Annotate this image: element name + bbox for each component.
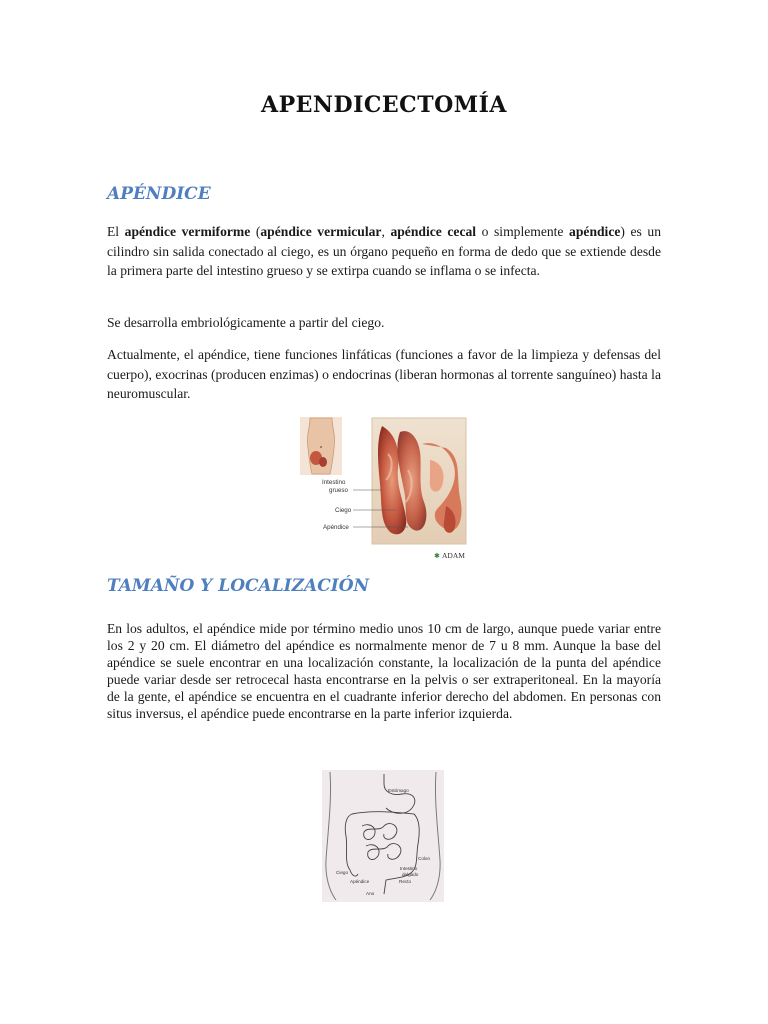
text-run: , <box>381 224 391 239</box>
label-apendice: Apéndice <box>323 524 349 531</box>
label-estomago: Estómago <box>388 788 409 793</box>
label-ciego: Ciego <box>335 507 352 514</box>
text-run: ) es un cilindro sin salida conectado al ciego, es un órgano pequeño en forma de dedo que se extiende desde la primera parte del intestino grueso y se extirpa cuando se inflama o se infecta. <box>107 224 661 278</box>
section-heading-apendice: APÉNDICE <box>107 184 211 204</box>
document-title: APENDICECTOMÍA <box>261 92 507 118</box>
bold-term: apéndice <box>569 224 621 239</box>
paragraph-size-location: En los adultos, el apéndice mide por término medio unos 10 cm de largo, aunque puede variar entre los 2 y 20 cm. El diámetro del apéndice es normalmente menor de 7 u 8 mm. Aunque la base del apéndice se suele encontrar en una localización constante, la localización de la punta del apéndice puede variar desde ser retrocecal hasta encontrarse en la pelvis o ser extraperitoneal. En la mayoría de la gente, el apéndice se encuentra en el cuadrante inferior derecho del abdomen. En personas con situs inversus, el apéndice puede encontrarse en la parte inferior izquierda. <box>107 621 661 721</box>
adam-logo <box>434 551 465 560</box>
paragraph-definition <box>107 222 661 281</box>
bold-term: apéndice vermiforme <box>124 224 251 239</box>
label-ciego-2: Ciego <box>336 870 349 875</box>
label-grueso: grueso <box>329 487 348 494</box>
label-intestino-delgado-1: Intestino <box>400 866 418 871</box>
section-heading-tamano: TAMAÑO Y LOCALIZACIÓN <box>107 576 370 596</box>
adam-brand: ADAM <box>442 551 465 560</box>
label-intestino-delgado-2: delgado <box>402 872 419 877</box>
paragraph-functions: Actualmente, el apéndice, tiene funciones linfáticas (funciones a favor de la limpieza y defensas del cuerpo), exocrinas (producen enzimas) o endocrinas (liberan hormonas al torrente sanguíneo) hasta la neuromuscular. <box>107 347 661 401</box>
label-intestino: Intestino <box>322 479 346 486</box>
label-recto: Recto <box>399 879 412 884</box>
appendix-anatomy-figure <box>296 414 474 564</box>
text-run: El <box>107 224 125 239</box>
torso-thumbnail <box>300 417 342 475</box>
label-apendice-2: Apéndice <box>350 879 370 884</box>
intestine-illustration <box>372 418 466 544</box>
label-colon: Colon <box>418 856 431 861</box>
paragraph-embryology: Se desarrolla embriológicamente a partir del ciego. <box>107 315 385 330</box>
digestive-system-figure <box>322 770 444 902</box>
bold-term: apéndice vermicular <box>260 224 382 239</box>
text-run: ( <box>250 224 261 239</box>
svg-text:✱: ✱ <box>434 553 440 560</box>
bold-term: apéndice cecal <box>390 224 477 239</box>
label-ano: Ano <box>366 891 375 896</box>
text-run: o simplemente <box>476 224 570 239</box>
